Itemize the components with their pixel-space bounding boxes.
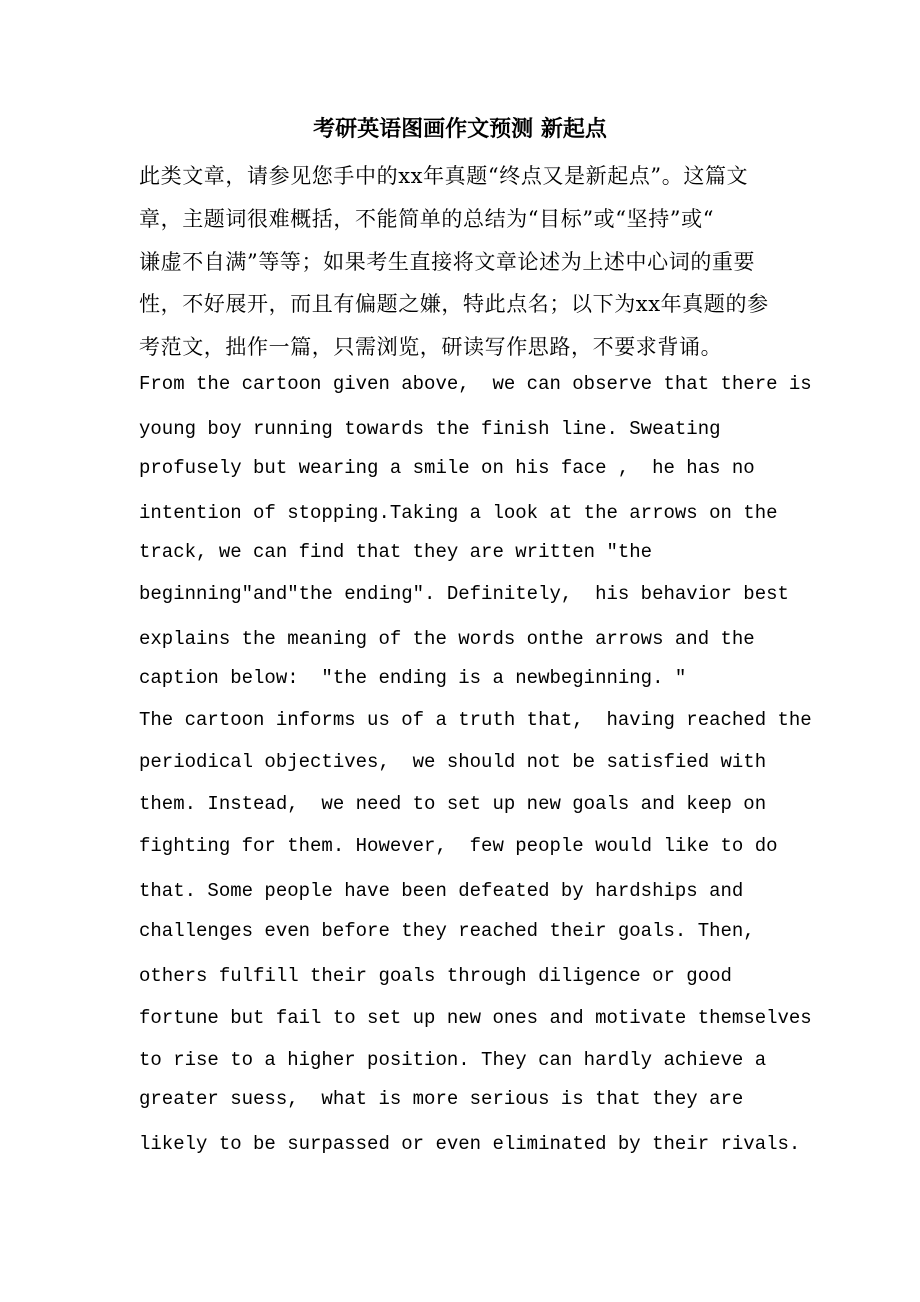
paragraph-2-line: greater suess, what is more serious is that they are (139, 1088, 744, 1110)
paragraph-1-line: intention of stopping.Taking a look at the arrows on the (139, 502, 778, 524)
intro-line: 考范文，拙作一篇，只需浏览，研读写作思路，不要求背诵。 (139, 335, 723, 359)
paragraph-2-line: challenges even before they reached their goals. Then, (139, 920, 755, 942)
paragraph-2-line: periodical objectives, we should not be satisfied with (139, 751, 767, 773)
intro-line: 章，主题词很难概括，不能简单的总结为“目标”或“坚持”或“ (139, 207, 715, 231)
paragraph-1-line: young boy running towards the finish line. Sweating (139, 418, 721, 440)
paragraph-2-line: that. Some people have been defeated by hardships and (139, 880, 744, 902)
paragraph-2-line: fortune but fail to set up new ones and motivate themselves (139, 1007, 812, 1029)
paragraph-2-line: to rise to a higher position. They can hardly achieve a (139, 1049, 767, 1071)
paragraph-2-line: them. Instead, we need to set up new goals and keep on (139, 793, 767, 815)
paragraph-1-line: profusely but wearing a smile on his face , he has no (139, 457, 755, 479)
intro-line: 性，不好展开，而且有偏题之嫌，特此点名；以下为xx年真题的参 (139, 292, 769, 316)
paragraph-1-line: caption below: "the ending is a newbeginning. " (139, 667, 687, 689)
paragraph-1-line: explains the meaning of the words onthe arrows and the (139, 628, 755, 650)
intro-line: 谦虚不自满”等等；如果考生直接将文章论述为上述中心词的重要 (139, 250, 756, 274)
document-title: 考研英语图画作文预测 新起点 (313, 116, 607, 142)
paragraph-2-line: likely to be surpassed or even eliminated by their rivals. (139, 1133, 801, 1155)
paragraph-1-line: beginning"and"the ending". Definitely, his behavior best (139, 583, 789, 605)
intro-line: 此类文章，请参见您手中的xx年真题“终点又是新起点”。这篇文 (139, 164, 749, 188)
paragraph-2-line: The cartoon informs us of a truth that, having reached the (139, 709, 812, 731)
paragraph-2-line: fighting for them. However, few people would like to do (139, 835, 778, 857)
paragraph-1-line: track, we can find that they are written "the (139, 541, 653, 563)
paragraph-2-line: others fulfill their goals through diligence or good (139, 965, 732, 987)
paragraph-1-line: From the cartoon given above, we can observe that there is (139, 373, 812, 395)
